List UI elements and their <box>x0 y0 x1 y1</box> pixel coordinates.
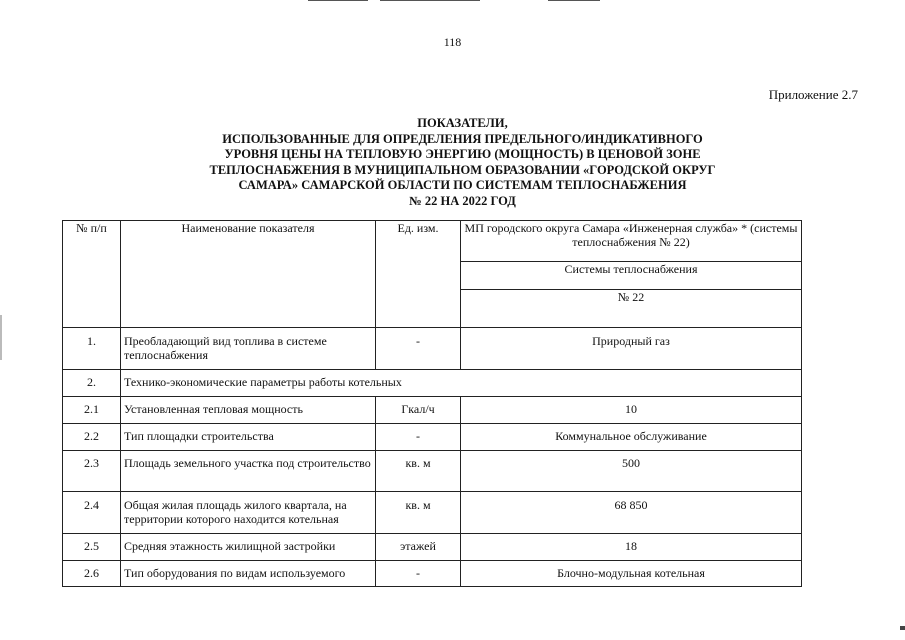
table-row <box>63 370 802 397</box>
row-unit: кв. м <box>376 492 461 534</box>
title-line: УРОВНЯ ЦЕНЫ НА ТЕПЛОВУЮ ЭНЕРГИЮ (МОЩНОСТЬ) В ЦЕНОВОЙ ЗОНЕ <box>224 147 701 161</box>
row-name: Тип оборудования по видам используемого <box>121 561 376 587</box>
row-value: Коммунальное обслуживание <box>461 424 802 451</box>
row-section-title: Технико-экономические параметры работы котельных <box>121 370 802 397</box>
row-value: Природный газ <box>461 328 802 370</box>
title-line: ПОКАЗАТЕЛИ, <box>417 116 508 130</box>
row-num: 2.3 <box>63 451 121 492</box>
row-num: 2. <box>63 370 121 397</box>
top-rule <box>548 0 600 1</box>
header-systems: Системы теплоснабжения <box>461 262 802 290</box>
row-unit: Гкал/ч <box>376 397 461 424</box>
header-organization: МП городского округа Самара «Инженерная служба» * (системы теплоснабжения № 22) <box>461 221 802 262</box>
row-num: 2.4 <box>63 492 121 534</box>
table-row <box>63 397 802 424</box>
row-unit: кв. м <box>376 451 461 492</box>
row-name: Площадь земельного участка под строительство <box>121 451 376 492</box>
scan-mark <box>0 315 2 360</box>
row-value: 68 850 <box>461 492 802 534</box>
header-unit: Ед. изм. <box>376 221 461 328</box>
top-rule <box>380 0 480 1</box>
scan-mark <box>900 626 905 630</box>
header-row <box>63 221 802 262</box>
row-name: Общая жилая площадь жилого квартала, на территории которого находится котельная <box>121 492 376 534</box>
table-row <box>63 534 802 561</box>
row-unit: этажей <box>376 534 461 561</box>
row-name: Средняя этажность жилищной застройки <box>121 534 376 561</box>
row-value: 18 <box>461 534 802 561</box>
table-row <box>63 561 802 587</box>
title-line: ИСПОЛЬЗОВАННЫЕ ДЛЯ ОПРЕДЕЛЕНИЯ ПРЕДЕЛЬНОГО/ИНДИКАТИВНОГО <box>222 131 703 146</box>
row-num: 2.6 <box>63 561 121 587</box>
header-system-number: № 22 <box>461 290 802 328</box>
appendix-label: Приложение 2.7 <box>768 87 858 102</box>
title-line: ТЕПЛОСНАБЖЕНИЯ В МУНИЦИПАЛЬНОМ ОБРАЗОВАНИИ «ГОРОДСКОЙ ОКРУГ <box>209 162 716 177</box>
row-unit: - <box>376 424 461 451</box>
header-num: № п/п <box>63 221 121 328</box>
table-row <box>63 328 802 370</box>
table-row <box>63 424 802 451</box>
row-num: 2.5 <box>63 534 121 561</box>
row-unit: - <box>376 561 461 587</box>
row-unit: - <box>376 328 461 370</box>
indicators-table <box>62 220 802 587</box>
row-name: Установленная тепловая мощность <box>121 397 376 424</box>
row-name: Преобладающий вид топлива в системе теплоснабжения <box>121 328 376 370</box>
top-rule <box>308 0 368 1</box>
title-line: САМАРА» САМАРСКОЙ ОБЛАСТИ ПО СИСТЕМАМ ТЕПЛОСНАБЖЕНИЯ <box>238 178 687 192</box>
row-name: Тип площадки строительства <box>121 424 376 451</box>
header-name: Наименование показателя <box>121 221 376 328</box>
row-num: 2.2 <box>63 424 121 451</box>
row-value: 500 <box>461 451 802 492</box>
table-row <box>63 451 802 492</box>
row-num: 1. <box>63 328 121 370</box>
row-value: Блочно-модульная котельная <box>461 561 802 587</box>
title-line: № 22 НА 2022 ГОД <box>409 193 516 208</box>
page-number: 118 <box>443 35 462 49</box>
table-row <box>63 492 802 534</box>
row-num: 2.1 <box>63 397 121 424</box>
document-title <box>150 116 775 209</box>
row-value: 10 <box>461 397 802 424</box>
